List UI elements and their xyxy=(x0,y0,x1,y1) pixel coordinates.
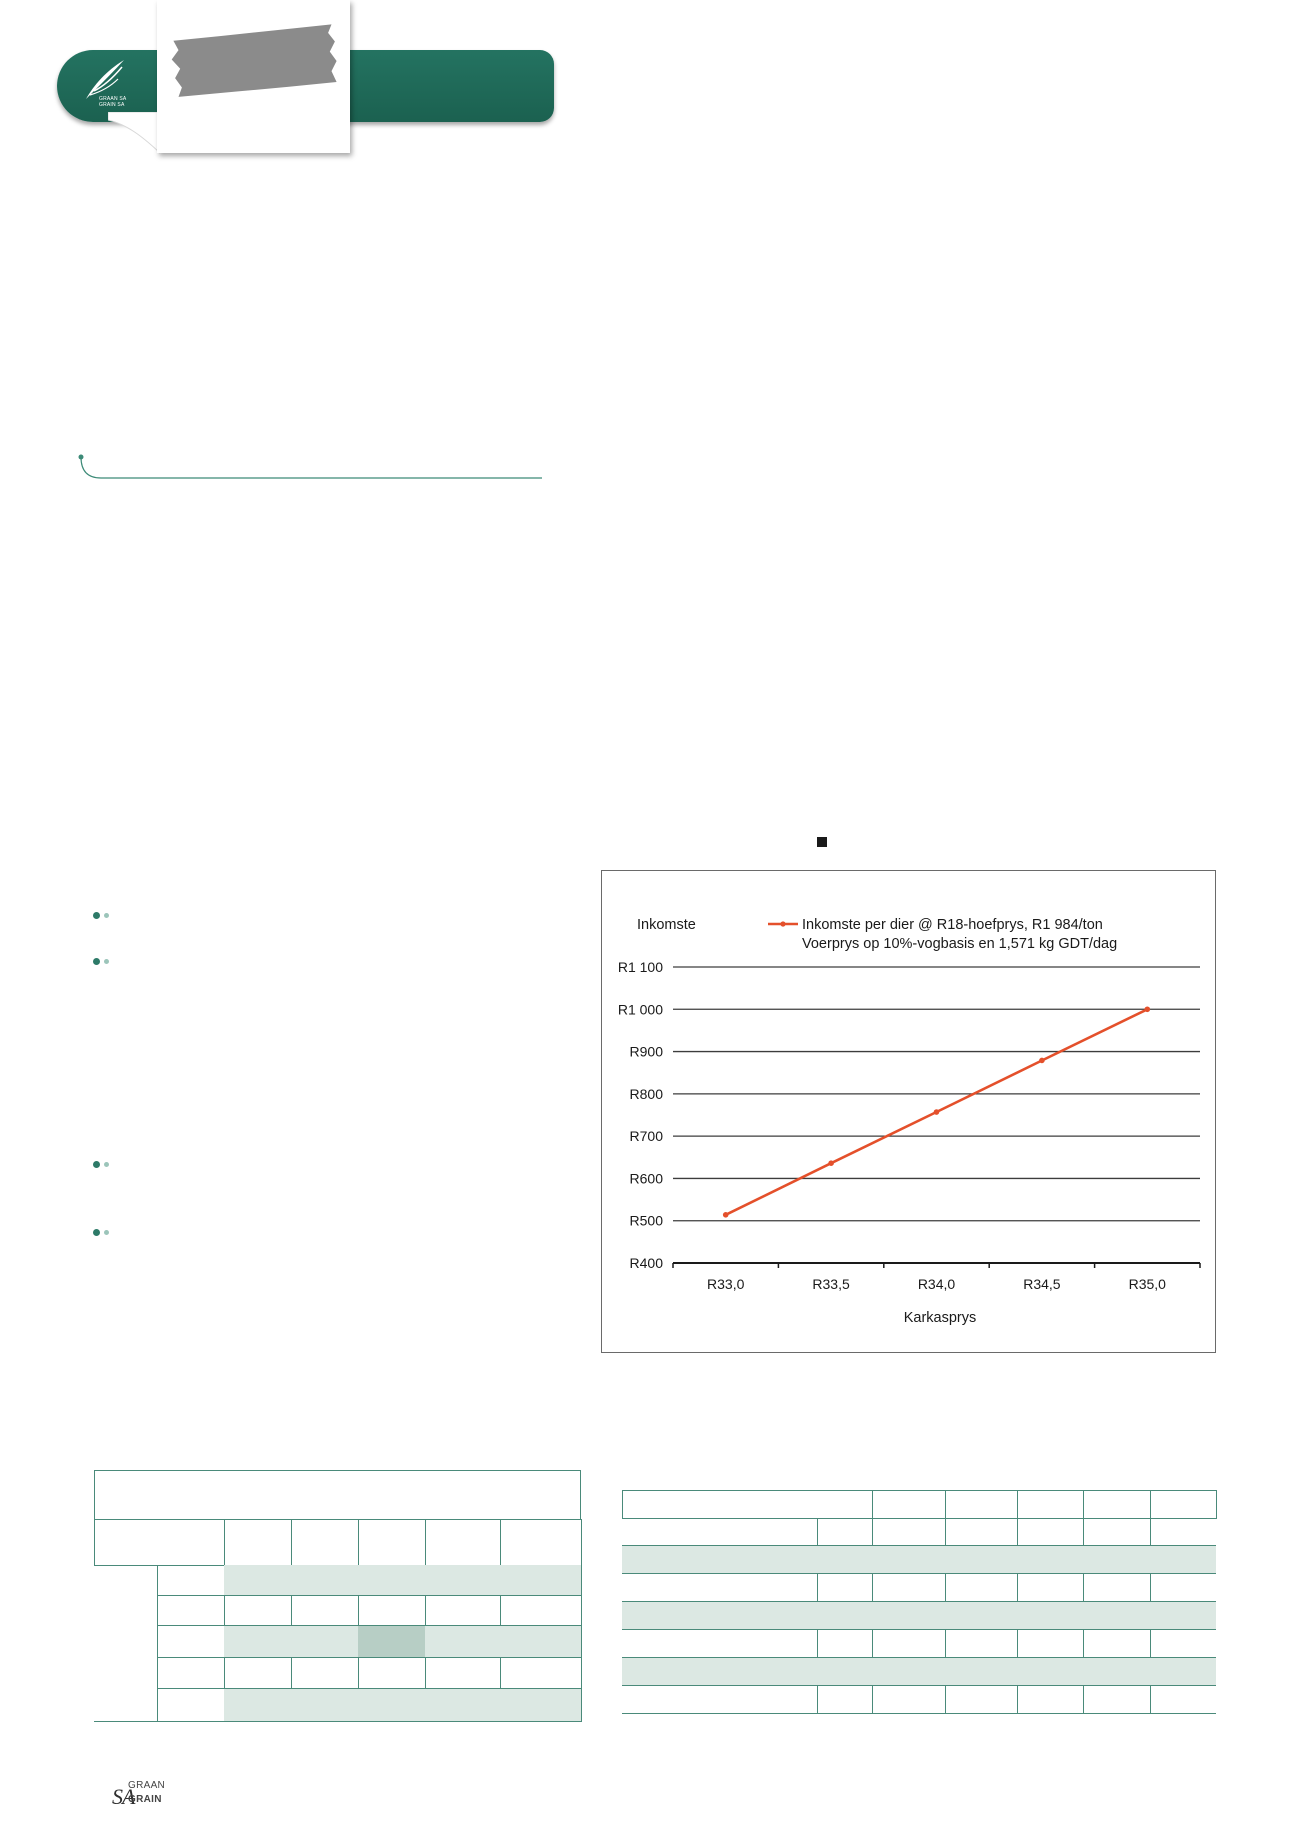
data-table-left xyxy=(94,1470,581,1722)
table-cell xyxy=(157,1565,225,1596)
table-header-cell xyxy=(224,1519,292,1566)
table-cell xyxy=(1017,1686,1084,1714)
table-cell xyxy=(1017,1602,1084,1630)
table-cell xyxy=(817,1518,873,1546)
table-cell xyxy=(872,1686,946,1714)
x-tick-label: R34,0 xyxy=(917,1276,956,1292)
table-cell xyxy=(945,1658,1018,1686)
table-cell xyxy=(500,1626,582,1658)
table-cell xyxy=(291,1689,359,1722)
table-cell xyxy=(224,1689,292,1722)
table-header-cell xyxy=(872,1490,946,1519)
table-cell xyxy=(1083,1658,1151,1686)
table-header-cell xyxy=(622,1490,873,1519)
y-tick-label: R600 xyxy=(629,1170,663,1187)
table-cell xyxy=(945,1602,1018,1630)
table-header-cell xyxy=(94,1519,225,1566)
sa-graan-grain-logo xyxy=(108,1778,178,1812)
table-title-cell xyxy=(94,1470,581,1520)
table-cell xyxy=(500,1565,582,1596)
paper-curl-decoration xyxy=(108,112,160,154)
x-tick-label: R33,0 xyxy=(707,1276,745,1292)
bullet-icon xyxy=(93,958,111,966)
table-header-cell xyxy=(1083,1490,1151,1519)
logo-graan: GRAAN xyxy=(128,1780,166,1791)
table-header-cell xyxy=(945,1490,1018,1519)
table-cell xyxy=(1017,1658,1084,1686)
bullet-icon xyxy=(93,912,111,920)
table-cell xyxy=(425,1596,501,1626)
table-stub-cell xyxy=(94,1565,158,1722)
table-header-cell xyxy=(500,1519,582,1566)
data-point xyxy=(1039,1058,1045,1064)
legend-marker xyxy=(780,921,785,926)
logo-text-top: GRAAN SA xyxy=(99,96,127,102)
y-tick-label: R1 000 xyxy=(617,1001,663,1018)
table-cell xyxy=(945,1630,1018,1658)
line-chart xyxy=(601,870,1216,1353)
table-header-cell xyxy=(1017,1490,1084,1519)
table-cell xyxy=(872,1574,946,1602)
table-cell xyxy=(1083,1686,1151,1714)
table-cell xyxy=(224,1596,292,1626)
table-cell xyxy=(945,1686,1018,1714)
x-axis-title: Karkasprys xyxy=(903,1310,977,1326)
table-cell xyxy=(1017,1630,1084,1658)
section-divider xyxy=(75,450,545,482)
table-cell xyxy=(1083,1602,1151,1630)
data-point xyxy=(723,1212,729,1218)
table-cell xyxy=(817,1602,873,1630)
table-cell xyxy=(224,1565,292,1596)
bullet-icon xyxy=(93,1229,111,1237)
table-cell xyxy=(425,1565,501,1596)
table-cell xyxy=(358,1689,426,1722)
table-cell xyxy=(1017,1574,1084,1602)
table-cell xyxy=(157,1689,225,1722)
data-point xyxy=(1145,1006,1151,1012)
end-marker-icon xyxy=(817,837,827,847)
table-cell xyxy=(817,1658,873,1686)
y-tick-label: R800 xyxy=(629,1085,663,1102)
table-cell xyxy=(1083,1518,1151,1546)
data-point xyxy=(934,1109,940,1115)
table-cell xyxy=(500,1689,582,1722)
table-cell xyxy=(872,1658,946,1686)
table-cell xyxy=(1150,1574,1216,1602)
chart-legend xyxy=(768,917,1117,952)
table-cell xyxy=(1083,1546,1151,1574)
y-axis-title: Inkomste xyxy=(637,917,696,933)
table-cell xyxy=(291,1565,359,1596)
table-cell xyxy=(817,1630,873,1658)
table-cell xyxy=(872,1630,946,1658)
table-cell xyxy=(1150,1686,1216,1714)
table-cell xyxy=(817,1574,873,1602)
table-cell xyxy=(945,1574,1018,1602)
table-cell xyxy=(1083,1574,1151,1602)
table-cell xyxy=(224,1658,292,1689)
table-cell xyxy=(1150,1602,1216,1630)
table-cell xyxy=(1150,1518,1216,1546)
legend-label: Inkomste per dier @ R18-hoefprys, R1 984/ton xyxy=(802,917,1103,933)
table-cell xyxy=(291,1658,359,1689)
y-tick-label: R1 100 xyxy=(617,959,663,975)
table-cell xyxy=(872,1546,946,1574)
table-cell xyxy=(291,1626,359,1658)
table-cell xyxy=(358,1565,426,1596)
table-cell xyxy=(157,1658,225,1689)
table-cell xyxy=(622,1686,818,1714)
table-header-cell xyxy=(358,1519,426,1566)
table-cell xyxy=(1150,1630,1216,1658)
table-header-cell xyxy=(425,1519,501,1566)
table-cell xyxy=(1017,1518,1084,1546)
table-cell xyxy=(425,1626,501,1658)
table-cell xyxy=(622,1518,818,1546)
legend-label-line2: Voerprys op 10%-vogbasis en 1,571 kg GDT/dag xyxy=(802,936,1118,952)
table-cell xyxy=(622,1574,818,1602)
table-cell xyxy=(157,1596,225,1626)
bullet-icon xyxy=(93,1161,111,1169)
table-cell xyxy=(500,1596,582,1626)
table-cell xyxy=(622,1602,818,1630)
logo-wordmark xyxy=(99,96,126,108)
table-cell xyxy=(157,1626,225,1658)
table-cell xyxy=(291,1596,359,1626)
table-header-cell xyxy=(291,1519,359,1566)
table-cell xyxy=(1150,1658,1216,1686)
table-cell xyxy=(1150,1546,1216,1574)
y-tick-label: R700 xyxy=(629,1128,663,1145)
table-cell xyxy=(945,1518,1018,1546)
table-cell xyxy=(1017,1546,1084,1574)
table-cell xyxy=(224,1626,292,1658)
table-cell xyxy=(945,1546,1018,1574)
table-cell xyxy=(500,1658,582,1689)
x-tick-label: R34,5 xyxy=(1023,1276,1061,1292)
table-cell xyxy=(425,1689,501,1722)
table-cell xyxy=(817,1686,873,1714)
y-tick-label: R900 xyxy=(629,1043,663,1060)
table-cell xyxy=(425,1658,501,1689)
y-tick-label: R400 xyxy=(629,1255,663,1271)
y-tick-label: R500 xyxy=(629,1212,663,1229)
table-cell xyxy=(622,1658,818,1686)
table-header-cell xyxy=(1150,1490,1217,1519)
x-tick-label: R35,0 xyxy=(1128,1276,1166,1292)
table-cell xyxy=(817,1546,873,1574)
table-cell xyxy=(358,1596,426,1626)
table-cell xyxy=(872,1518,946,1546)
table-cell xyxy=(358,1658,426,1689)
table-cell xyxy=(622,1630,818,1658)
logo-grain: GRAIN xyxy=(128,1794,162,1805)
table-cell xyxy=(1083,1630,1151,1658)
logo-text-bottom: GRAIN SA xyxy=(99,102,125,108)
data-table-right xyxy=(622,1490,1216,1714)
chart-canvas xyxy=(602,871,1214,1351)
data-point xyxy=(828,1160,834,1166)
logo-sa: SA xyxy=(112,1784,135,1809)
table-cell xyxy=(622,1546,818,1574)
table-cell xyxy=(872,1602,946,1630)
table-cell xyxy=(358,1626,426,1658)
x-tick-label: R33,5 xyxy=(812,1276,850,1292)
